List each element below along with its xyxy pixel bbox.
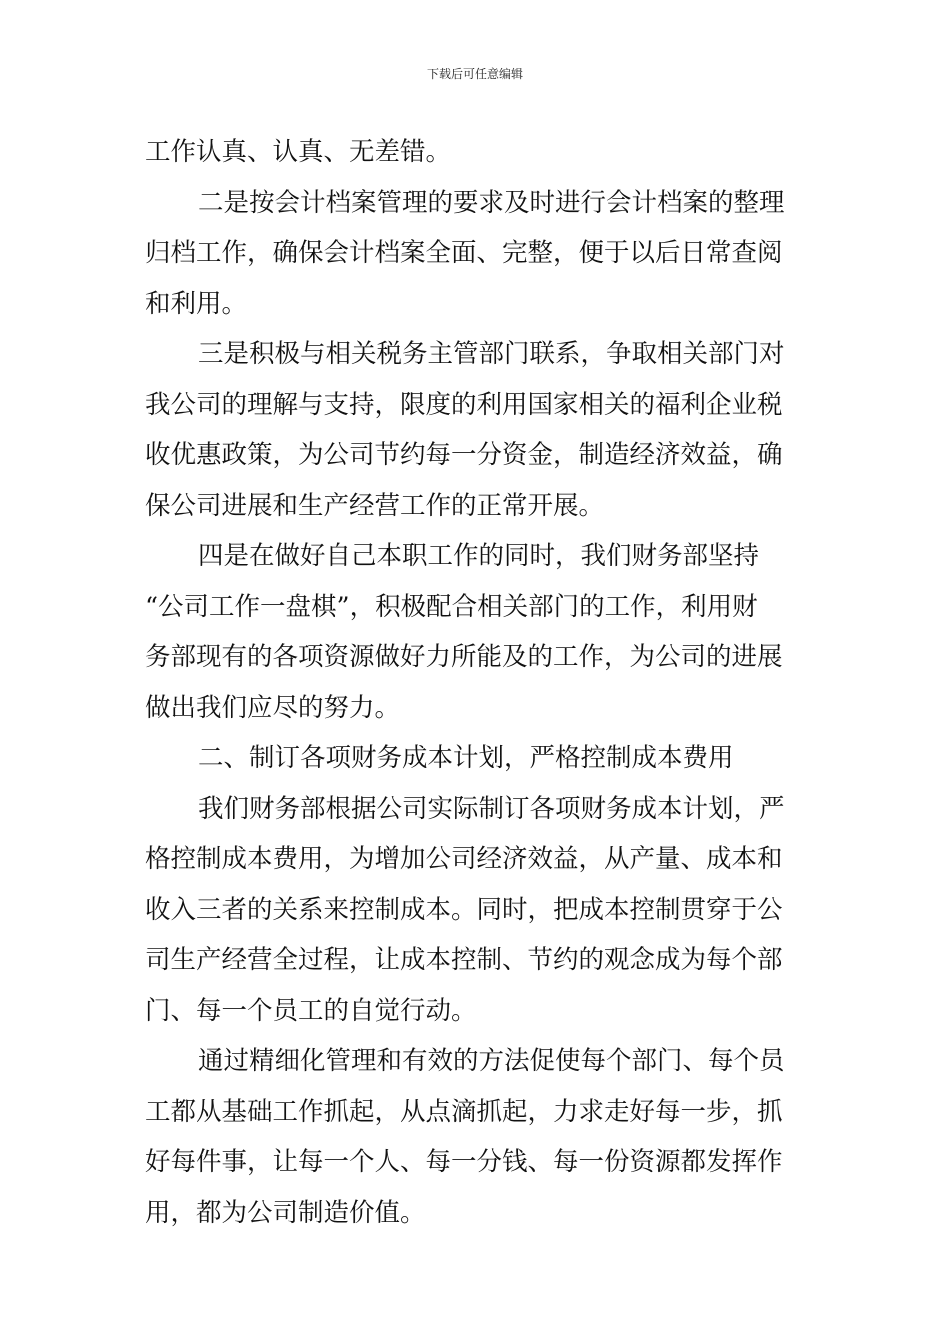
text-line: 二是按会计档案管理的要求及时进行会计档案的整理	[198, 187, 785, 218]
text-line: 归档工作，确保会计档案全面、完整，便于以后日常查阅	[145, 238, 783, 268]
text-line: 务部现有的各项资源做好力所能及的工作，为公司的进展	[145, 642, 783, 672]
text-line: 格控制成本费用，为增加公司经济效益，从产量、成本和	[145, 844, 783, 874]
text-line: 保公司进展和生产经营工作的正常开展。	[145, 490, 605, 521]
text-line: 我公司的理解与支持，限度的利用国家相关的福利企业税	[145, 389, 783, 420]
text-line: 用，都为公司制造价值。	[145, 1197, 426, 1228]
text-line: 工作认真、认真、无差错。	[145, 137, 452, 167]
text-line: 我们财务部根据公司实际制订各项财务成本计划，严	[198, 793, 785, 824]
text-line: 通过精细化管理和有效的方法促使每个部门、每个员	[198, 1046, 785, 1076]
text-line: 好每件事，让每一个人、每一分钱、每一份资源都发挥作	[145, 1147, 783, 1177]
document-body	[145, 127, 810, 1238]
text-line: 工都从基础工作抓起，从点滴抓起，力求走好每一步，抓	[145, 1096, 783, 1127]
page-header: 下载后可任意编辑	[426, 67, 523, 81]
text-line: 门、每一个员工的自觉行动。	[145, 995, 477, 1026]
text-line: 和利用。	[145, 288, 248, 319]
text-line: 收入三者的关系来控制成本。同时，把成本控制贯穿于公	[145, 894, 783, 925]
text-line: 司生产经营全过程，让成本控制、节约的观念成为每个部	[145, 945, 783, 975]
text-line: “公司工作一盘棋”，积极配合相关部门的工作，利用财	[145, 591, 758, 622]
text-line: 三是积极与相关税务主管部门联系，争取相关部门对	[198, 339, 785, 369]
text-line: 做出我们应尽的努力。	[145, 692, 401, 723]
text-line: 收优惠政策，为公司节约每一分资金，制造经济效益，确	[145, 440, 783, 470]
section-heading: 二、制订各项财务成本计划，严格控制成本费用	[198, 743, 734, 773]
text-line: 四是在做好自己本职工作的同时，我们财务部坚持	[198, 541, 760, 571]
